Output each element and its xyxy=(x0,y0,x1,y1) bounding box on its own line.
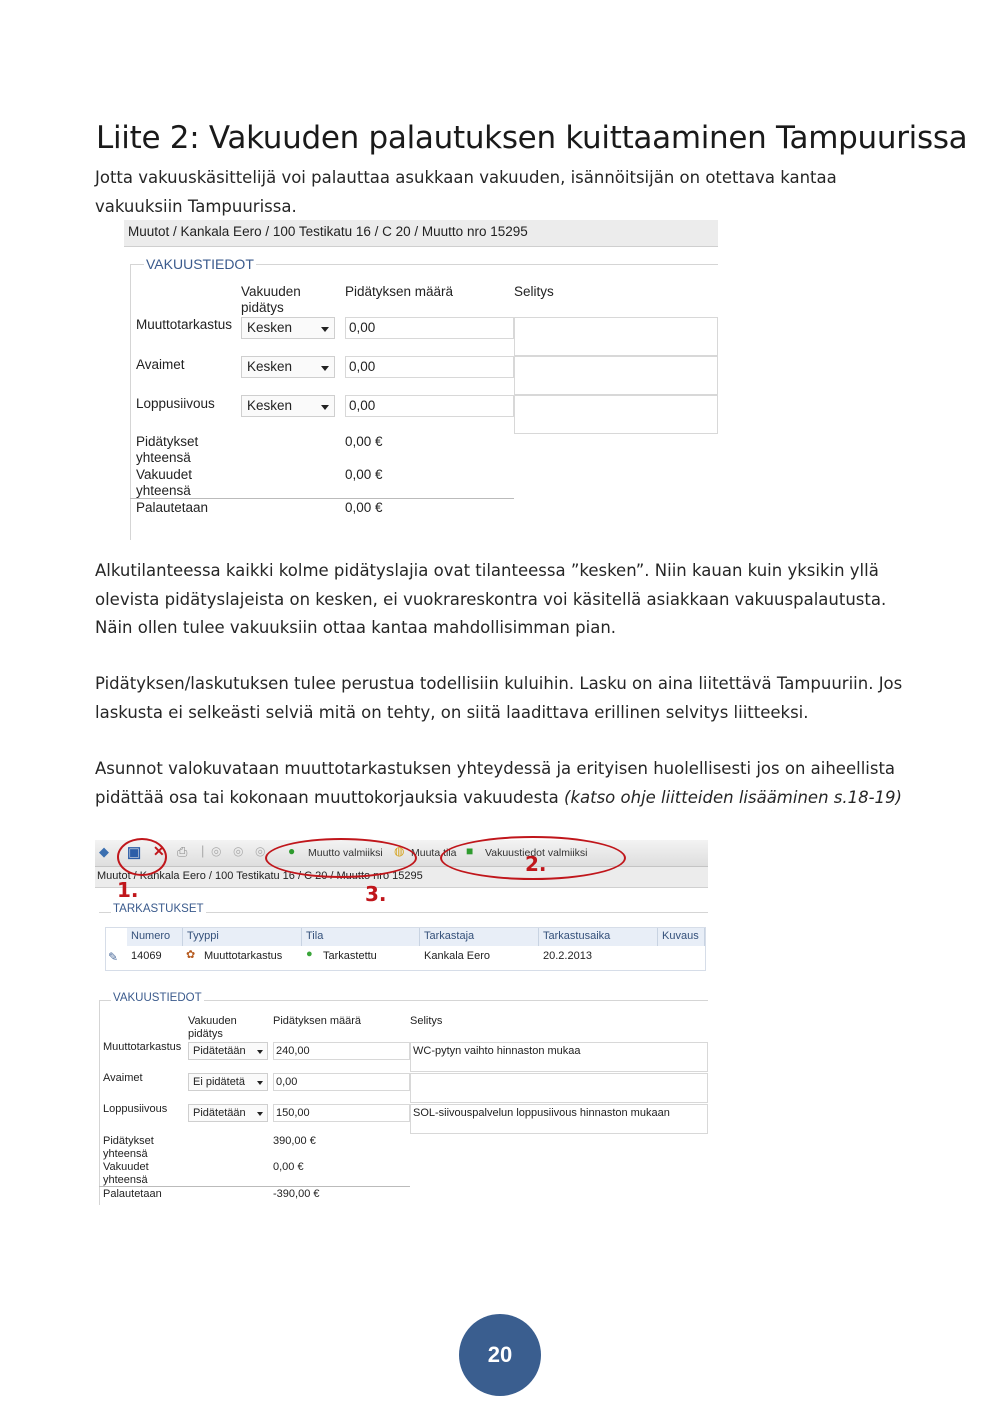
total-value: 0,00 € xyxy=(273,1161,304,1173)
table-header[interactable]: Numero xyxy=(127,928,183,946)
cell-tarkastaja: Kankala Eero xyxy=(424,950,491,962)
muuta-tila-button[interactable]: Muuta tila xyxy=(411,847,457,859)
col-header-deduction: Vakuuden pidätys xyxy=(241,284,301,315)
col-header-explanation: Selitys xyxy=(514,284,554,299)
annotation-circle xyxy=(117,838,167,876)
cell-tarkastusaika: 20.2.2013 xyxy=(543,950,592,962)
disabled-icon: ◎ xyxy=(255,844,266,858)
deduction-select[interactable] xyxy=(188,1042,268,1060)
deduction-select[interactable] xyxy=(188,1104,268,1122)
muutto-valmiiksi-button[interactable]: Muutto valmiiksi xyxy=(308,847,383,859)
amount-value: 0,00 xyxy=(349,398,376,413)
select-value: Kesken xyxy=(247,320,293,335)
table-header[interactable]: Kuvaus xyxy=(658,928,705,946)
explanation-value: WC-pytyn vaihto hinnaston mukaa xyxy=(413,1045,581,1057)
deduction-select[interactable] xyxy=(241,395,335,417)
table-header[interactable]: Tyyppi xyxy=(183,928,302,946)
amount-value: 0,00 xyxy=(276,1076,298,1088)
amount-value: 150,00 xyxy=(276,1107,310,1119)
cell-tyyppi: Muuttotarkastus xyxy=(204,950,283,962)
toolbar-separator: | xyxy=(201,843,205,858)
breadcrumb: Muutot / Kankala Eero / 100 Testikatu 16 / C 20 / Muutto nro 15295 xyxy=(128,224,528,239)
explanation-textarea[interactable] xyxy=(410,1042,708,1072)
total-label: Vakuudet yhteensä xyxy=(103,1161,149,1186)
total-value: 390,00 € xyxy=(273,1135,316,1147)
breadcrumb: Muutot / Kankala Eero / 100 Testikatu 16 / C 20 / Muutto nro 15295 xyxy=(97,870,423,882)
chevron-down-icon xyxy=(257,1081,263,1085)
select-value: Kesken xyxy=(247,359,293,374)
intro-paragraph: Jotta vakuuskäsittelijä voi palauttaa asukkaan vakuuden, isännöitsijän on otettava kantaa vakuuksiin Tampuurissa. xyxy=(95,168,837,216)
total-label: Pidätykset yhteensä xyxy=(136,434,199,465)
screenshot-initial-deposit-info xyxy=(124,220,718,540)
disabled-icon: ◎ xyxy=(233,844,244,858)
back-arrow-icon[interactable]: ◆ xyxy=(99,844,109,859)
section-legend: VAKUUSTIEDOT xyxy=(113,992,202,1004)
select-value: Ei pidätetä xyxy=(193,1076,245,1088)
vakuustiedot-valmiiksi-button[interactable]: Vakuustiedot valmiiksi xyxy=(485,847,588,859)
row-label: Avaimet xyxy=(136,357,185,372)
total-value: -390,00 € xyxy=(273,1188,320,1200)
col-header-amount: Pidätyksen määrä xyxy=(273,1015,362,1027)
page-title: Liite 2: Vakuuden palautuksen kuittaaminen Tampuurissa xyxy=(96,120,968,156)
col-header-deduction: Vakuuden pidätys xyxy=(188,1015,237,1040)
row-label: Loppusiivous xyxy=(103,1103,168,1115)
edit-icon[interactable]: ✎ xyxy=(108,950,119,964)
row-label: Loppusiivous xyxy=(136,396,215,411)
total-value: 0,00 € xyxy=(345,500,383,515)
chevron-down-icon xyxy=(321,327,329,332)
delete-icon[interactable]: ✕ xyxy=(153,843,165,859)
deduction-select[interactable] xyxy=(188,1073,268,1091)
page-number: 20 xyxy=(459,1314,541,1396)
cell-tila: Tarkastettu xyxy=(323,950,377,962)
change-state-icon: ◍ xyxy=(394,844,405,858)
explanation-textarea[interactable] xyxy=(514,395,718,434)
cell-numero: 14069 xyxy=(131,950,162,962)
col-header-explanation: Selitys xyxy=(410,1015,443,1027)
row-label: Avaimet xyxy=(103,1072,143,1084)
chevron-down-icon xyxy=(257,1050,263,1054)
paragraph-text: Asunnot valokuvataan muuttotarkastuksen yhteydessä ja erityisen huolellisesti jos on aiheellista pidättää osa tai kokonaan muuttokorjauksia vakuudesta xyxy=(95,759,896,807)
select-value: Kesken xyxy=(247,398,293,413)
explanation-textarea[interactable] xyxy=(410,1073,708,1103)
check-icon: ● xyxy=(288,844,296,858)
total-label: Pidätykset yhteensä xyxy=(103,1135,154,1160)
table-header[interactable]: Tila xyxy=(302,928,420,946)
amount-input[interactable] xyxy=(345,356,514,378)
amount-value: 240,00 xyxy=(276,1045,310,1057)
total-label: Palautetaan xyxy=(103,1188,162,1200)
amount-input[interactable] xyxy=(345,395,514,417)
annotation-label: 1. xyxy=(117,878,139,902)
total-label: Palautetaan xyxy=(136,500,209,515)
table-header[interactable]: Tarkastusaika xyxy=(539,928,658,946)
chevron-down-icon xyxy=(321,405,329,410)
explanation-value: SOL-siivouspalvelun loppusiivous hinnaston mukaan xyxy=(413,1107,670,1119)
explanation-textarea[interactable] xyxy=(410,1104,708,1134)
breadcrumb-bar xyxy=(95,867,708,888)
amount-input[interactable] xyxy=(345,317,514,339)
annotation-label: 3. xyxy=(365,882,387,906)
chevron-down-icon xyxy=(321,366,329,371)
explanation-textarea[interactable] xyxy=(514,317,718,356)
status-ok-icon: ● xyxy=(306,948,313,960)
deduction-select[interactable] xyxy=(241,356,335,378)
amount-input[interactable] xyxy=(273,1042,410,1060)
disabled-icon: ◎ xyxy=(211,844,222,858)
paragraph-invoicing: Pidätyksen/laskutuksen tulee perustua todellisiin kuluihin. Lasku on aina liitettävä Tampuuriin. Jos laskusta ei selkeästi selviä mitä on tehty, on siitä laadittava erillinen selvitys liitteeksi. xyxy=(95,674,903,722)
paragraph-initial-state: Alkutilanteessa kaikki kolme pidätyslajia ovat tilanteessa ”kesken”. Niin kauan kuin yksikin yllä olevista pidätyslajeista on kesken, ei vuokrareskontra voi käsitellä asiakkaan vakuuspalautusta. Näin ollen tulee vakuuksiin ottaa kantaa mahdollisimman pian. xyxy=(95,561,887,637)
section-legend: TARKASTUKSET xyxy=(113,903,204,915)
annotation-label: 2. xyxy=(525,852,547,876)
total-value: 0,00 € xyxy=(345,467,383,482)
section-legend: VAKUUSTIEDOT xyxy=(146,256,254,272)
chevron-down-icon xyxy=(257,1112,263,1116)
col-header-amount: Pidätyksen määrä xyxy=(345,284,454,299)
amount-value: 0,00 xyxy=(349,359,376,374)
print-icon[interactable]: ⎙ xyxy=(177,844,188,859)
row-label: Muuttotarkastus xyxy=(136,317,233,332)
breadcrumb-bar xyxy=(124,220,718,247)
amount-value: 0,00 xyxy=(349,320,376,335)
paragraph-reference: (katso ohje liitteiden lisääminen s.18-19) xyxy=(564,787,902,807)
row-label: Muuttotarkastus xyxy=(103,1041,182,1053)
annotation-circle xyxy=(265,838,417,878)
amount-input[interactable] xyxy=(273,1104,410,1122)
save-icon[interactable]: ▣ xyxy=(127,844,142,861)
amount-input[interactable] xyxy=(273,1073,410,1091)
select-value: Pidätetään xyxy=(193,1045,246,1057)
inspection-type-icon: ✿ xyxy=(186,949,196,961)
screenshot-completed-deposit-info xyxy=(95,840,708,1210)
total-value: 0,00 € xyxy=(345,434,383,449)
explanation-textarea[interactable] xyxy=(514,356,718,395)
paragraph-photos xyxy=(95,755,910,812)
deduction-select[interactable] xyxy=(241,317,335,339)
table-header[interactable]: Tarkastaja xyxy=(420,928,539,946)
select-value: Pidätetään xyxy=(193,1107,246,1119)
total-label: Vakuudet yhteensä xyxy=(136,467,193,498)
check-icon: ■ xyxy=(466,844,474,858)
